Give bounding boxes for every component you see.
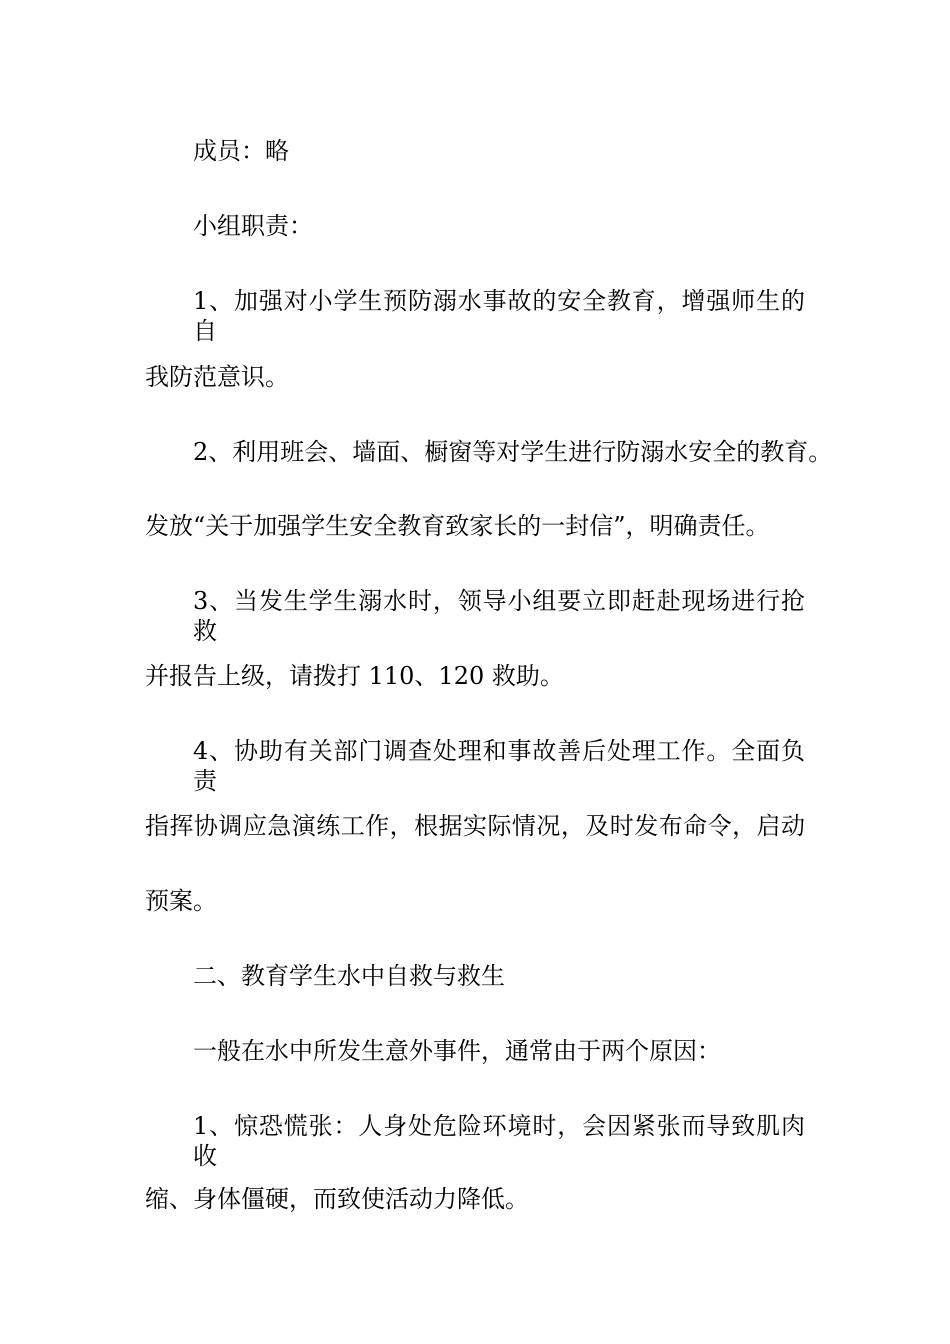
paragraph-line: 3、当发生学生溺水时，领导小组要立即赶赴现场进行抢救 [193, 587, 805, 645]
paragraph-line: 我防范意识。 [145, 363, 289, 391]
members-line: 成员：略 [193, 137, 289, 165]
section-heading: 二、教育学生水中自救与救生 [193, 962, 505, 990]
paragraph-line: 1、惊恐慌张：人身处危险环境时，会因紧张而导致肌肉收 [193, 1112, 805, 1170]
paragraph-line: 预案。 [145, 887, 217, 915]
paragraph-line: 2、利用班会、墙面、橱窗等对学生进行防溺水安全的教育。 [193, 438, 833, 466]
duties-heading: 小组职责： [193, 212, 313, 240]
paragraph-line: 发放“关于加强学生安全教育致家长的一封信”，明确责任。 [145, 512, 770, 540]
paragraph-line: 缩、身体僵硬，而致使活动力降低。 [145, 1185, 529, 1213]
paragraph-line: 1、加强对小学生预防溺水事故的安全教育，增强师生的自 [193, 287, 805, 345]
paragraph-line: 指挥协调应急演练工作，根据实际情况，及时发布命令，启动 [145, 812, 805, 840]
paragraph-line: 并报告上级，请拨打 110、120 救助。 [145, 662, 564, 690]
paragraph-line: 一般在水中所发生意外事件，通常由于两个原因： [193, 1037, 721, 1065]
paragraph-line: 4、协助有关部门调查处理和事故善后处理工作。全面负责 [193, 737, 805, 795]
